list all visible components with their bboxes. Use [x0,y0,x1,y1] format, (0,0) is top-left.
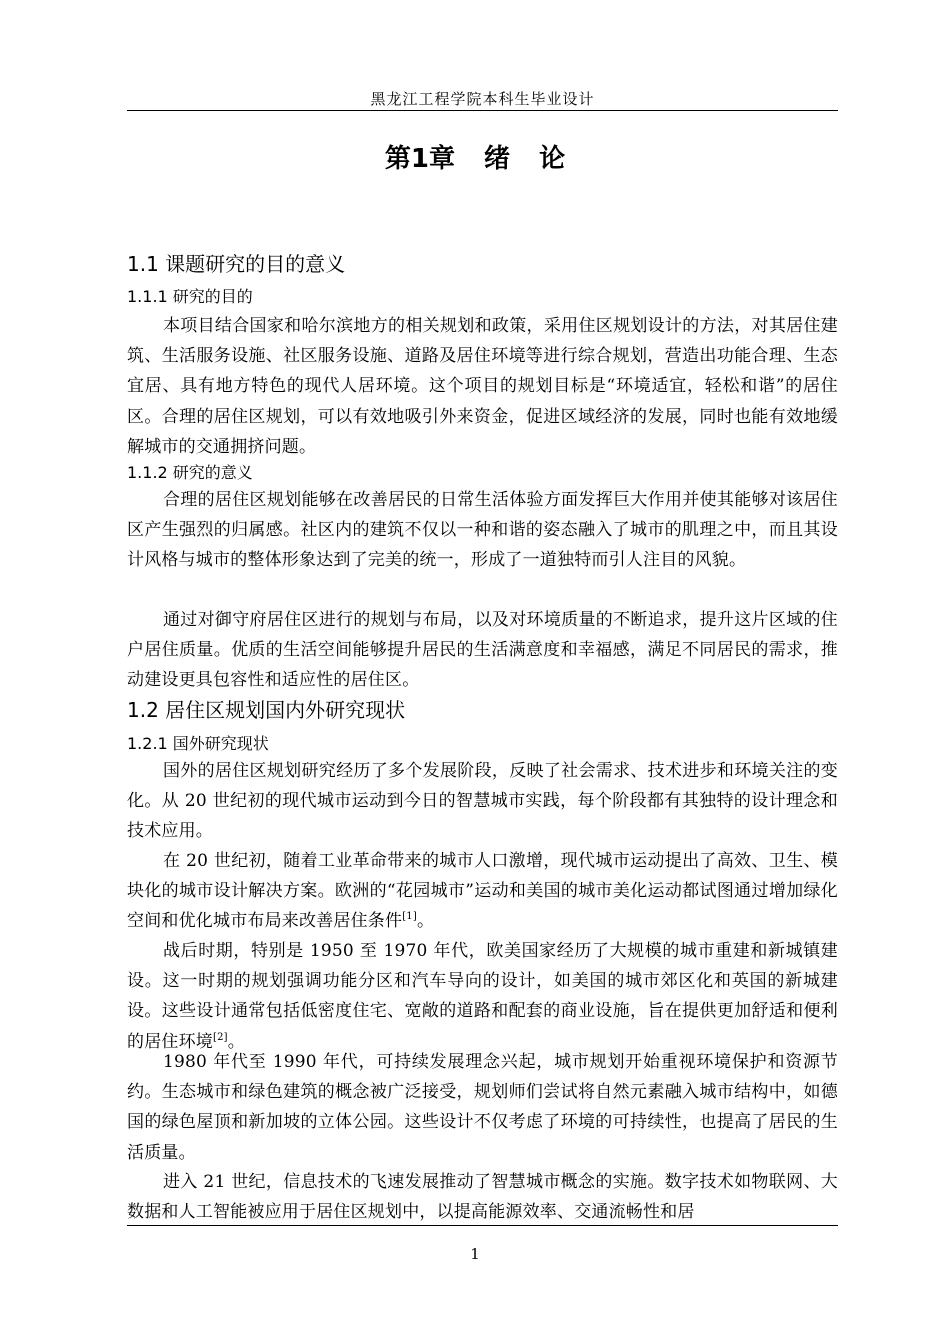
subsection-heading-1-1-1: 1.1.1 研究的目的 [127,287,253,306]
paragraph-text: 在 20 世纪初，随着工业革命带来的城市人口激增，现代城市运动提出了高效、卫生、模块化的城市设计解决方案。欧洲的“花园城市”运动和美国的城市美化运动都试图通过增加绿化空间和优化城市布局来改善居住条件 [127,851,838,932]
paragraph-significance-1: 合理的居住区规划能够在改善居民的日常生活体验方面发挥巨大作用并使其能够对该居住区产生强烈的归属感。社区内的建筑不仅以一种和谐的姿态融入了城市的肌理之中，而且其设计风格与城市的整体形象达到了完美的统一，形成了一道独特而引人注目的风貌。 [127,490,838,571]
paragraph-foreign-2 [127,846,838,937]
page-number: 1 [470,1245,480,1263]
chapter-title: 第1章 绪 论 [384,144,566,174]
paragraph-end: 。 [227,1031,245,1052]
header-rule [127,110,838,111]
paragraph-significance-2: 通过对御守府居住区进行的规划与布局，以及对环境质量的不断追求，提升这片区域的住户居住质量。优质的生活空间能够提升居民的生活满意度和幸福感，满足不同居民的需求，推动建设更具包容性和适应性的居住区。 [127,610,838,691]
paragraph-text: 战后时期，特别是 1950 至 1970 年代，欧美国家经历了大规模的城市重建和新城镇建设。这一时期的规划强调功能分区和汽车导向的设计，如美国的城市郊区化和英国的新城建设。这些设计通常包括低密度住宅、宽敞的道路和配套的商业设施，旨在提供更加舒适和便利的居住环境 [127,941,838,1052]
section-heading-1-2: 1.2 居住区规划国内外研究现状 [127,698,406,722]
paragraph-foreign-5: 进入 21 世纪，信息技术的飞速发展推动了智慧城市概念的实施。数字技术如物联网、大数据和人工智能被应用于居住区规划中，以提高能源效率、交通流畅性和居 [127,1172,838,1223]
subsection-heading-1-1-2: 1.1.2 研究的意义 [127,463,253,482]
paragraph-foreign-1: 国外的居住区规划研究经历了多个发展阶段，反映了社会需求、技术进步和环境关注的变化。从 20 世纪初的现代城市运动到今日的智慧城市实践，每个阶段都有其独特的设计理念和技术应用。 [127,761,838,842]
paragraph-end: 。 [416,911,435,932]
section-heading-1-1: 1.1 课题研究的目的意义 [127,252,346,276]
citation-ref[interactable]: [2] [213,1031,228,1043]
paragraph-foreign-3 [127,936,838,1057]
paragraph-purpose: 本项目结合国家和哈尔滨地方的相关规划和政策，采用住区规划设计的方法，对其居住建筑、生活服务设施、社区服务设施、道路及居住环境等进行综合规划，营造出功能合理、生态宜居、具有地方特色的现代人居环境。这个项目的规划目标是“环境适宜，轻松和谐”的居住区。合理的居住区规划，可以有效地吸引外来资金，促进区域经济的发展，同时也能有效地缓解城市的交通拥挤问题。 [127,316,838,457]
footer-rule [127,1225,838,1226]
paragraph-foreign-4: 1980 年代至 1990 年代，可持续发展理念兴起，城市规划开始重视环境保护和资源节约。生态城市和绿色建筑的概念被广泛接受，规划师们尝试将自然元素融入城市结构中，如德国的绿色屋顶和新加坡的立体公园。这些设计不仅考虑了环境的可持续性，也提高了居民的生活质量。 [127,1052,838,1163]
subsection-heading-1-2-1: 1.2.1 国外研究现状 [127,734,269,753]
running-header: 黑龙江工程学院本科生毕业设计 [370,90,595,108]
citation-ref[interactable]: [1] [402,911,417,923]
